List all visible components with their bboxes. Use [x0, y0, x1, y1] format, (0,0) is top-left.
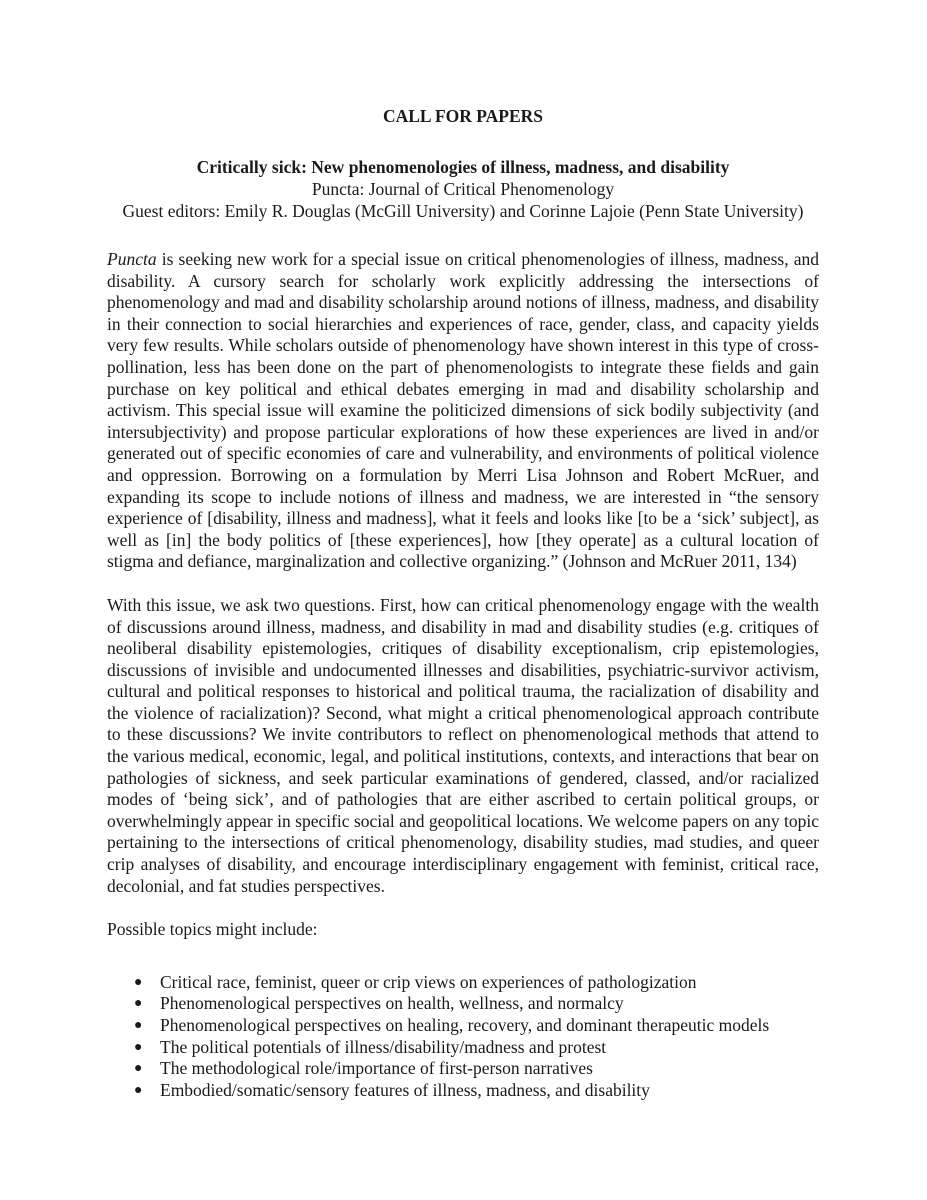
bullet-icon: ● — [134, 1018, 143, 1033]
topic-text: Critical race, feminist, queer or crip views on experiences of pathologization — [160, 971, 697, 992]
topics-list — [107, 972, 819, 1102]
list-item — [107, 993, 819, 1015]
journal-name: Puncta: Journal of Critical Phenomenology — [311, 179, 615, 199]
list-item — [107, 1080, 819, 1102]
call-for-papers-heading: CALL FOR PAPERS — [382, 106, 544, 126]
issue-header — [107, 156, 819, 222]
topic-text: The methodological role/importance of first-person narratives — [160, 1058, 593, 1079]
issue-title: Critically sick: New phenomenologies of illness, madness, and disability — [196, 157, 730, 177]
bullet-icon: ● — [134, 1061, 143, 1077]
bullet-icon: ● — [134, 996, 143, 1012]
list-item — [107, 972, 819, 994]
document-page — [107, 105, 819, 1101]
list-item — [107, 1015, 819, 1037]
topic-text: Embodied/somatic/sensory features of illness, madness, and disability — [160, 1079, 650, 1100]
topic-text: Phenomenological perspectives on healing, recovery, and dominant therapeutic models — [160, 1015, 770, 1035]
topics-intro: Possible topics might include: — [107, 919, 318, 940]
bullet-icon: ● — [134, 1039, 143, 1055]
paragraph-intro — [107, 249, 819, 573]
list-item — [107, 1058, 819, 1080]
journal-title-italic: Puncta — [107, 249, 157, 269]
topic-text: Phenomenological perspectives on health, wellness, and normalcy — [160, 993, 624, 1014]
paragraph-questions: With this issue, we ask two questions. First, how can critical phenomenology engage with the wealth of discussions around illness, madness, and disability in mad and disability studies (e.g. critiques of neoliberal disability epistemologies, critiques of disability exceptionalism, crip epistemologies, discussions of invisible and undocumented illnesses and disabilities, psychiatric-survivor activism, cultural and political responses to historical and political trauma, the racialization of disability and the violence of racialization)? Second, what might a critical phenomenological approach contribute to these discussions? We invite contributors to reflect on phenomenological methods that attend to the various medical, economic, legal, and political institutions, contexts, and interactions that bear on pathologies of sickness, and seek particular examinations of gendered, classed, and/or racialized modes of ‘being sick’, and of pathologies that are either ascribed to certain political groups, or overwhelmingly appear in specific social and geopolitical locations. We welcome papers on any topic pertaining to the intersections of critical phenomenology, disability studies, mad studies, and queer crip analyses of disability, and encourage interdisciplinary engagement with feminist, critical race, decolonial, and fat studies perspectives. — [107, 594, 819, 896]
bullet-icon: ● — [134, 1082, 143, 1098]
bullet-icon: ● — [134, 974, 143, 990]
guest-editors: Guest editors: Emily R. Douglas (McGill University) and Corinne Lajoie (Penn State University) — [122, 201, 804, 221]
list-item — [107, 1037, 819, 1059]
topic-text: The political potentials of illness/disability/madness and protest — [160, 1036, 607, 1057]
paragraph-intro-body: is seeking new work for a special issue on critical phenomenologies of illness, madness, and disability. A cursory search for scholarly work explicitly addressing the intersections of phenomenology and mad and disability scholarship around notions of illness, madness, and disability in their connection to social hierarchies and experiences of race, gender, class, and capacity yields very few results. While scholars outside of phenomenology have shown interest in this type of cross-pollination, less has been done on the part of phenomenologists to integrate these fields and gain purchase on key political and ethical debates emerging in mad and disability scholarship and activism. This special issue will examine the politicized dimensions of sick bodily subjectivity (and intersubjectivity) and propose particular explorations of how these experiences are lived in and/or generated out of specific economies of care and vulnerability, and environments of political violence and oppression. Borrowing on a formulation by Merri Lisa Johnson and Robert McRuer, and expanding its scope to include notions of illness and madness, we are interested in “the sensory experience of [disability, illness and madness], what it feels and looks like [to be a ‘sick’ subject], as well as [in] the body politics of [these experiences], how [they operate] as a cultural location of stigma and defiance, marginalization and collective organizing.” (Johnson and McRuer 2011, 134) — [107, 249, 819, 572]
